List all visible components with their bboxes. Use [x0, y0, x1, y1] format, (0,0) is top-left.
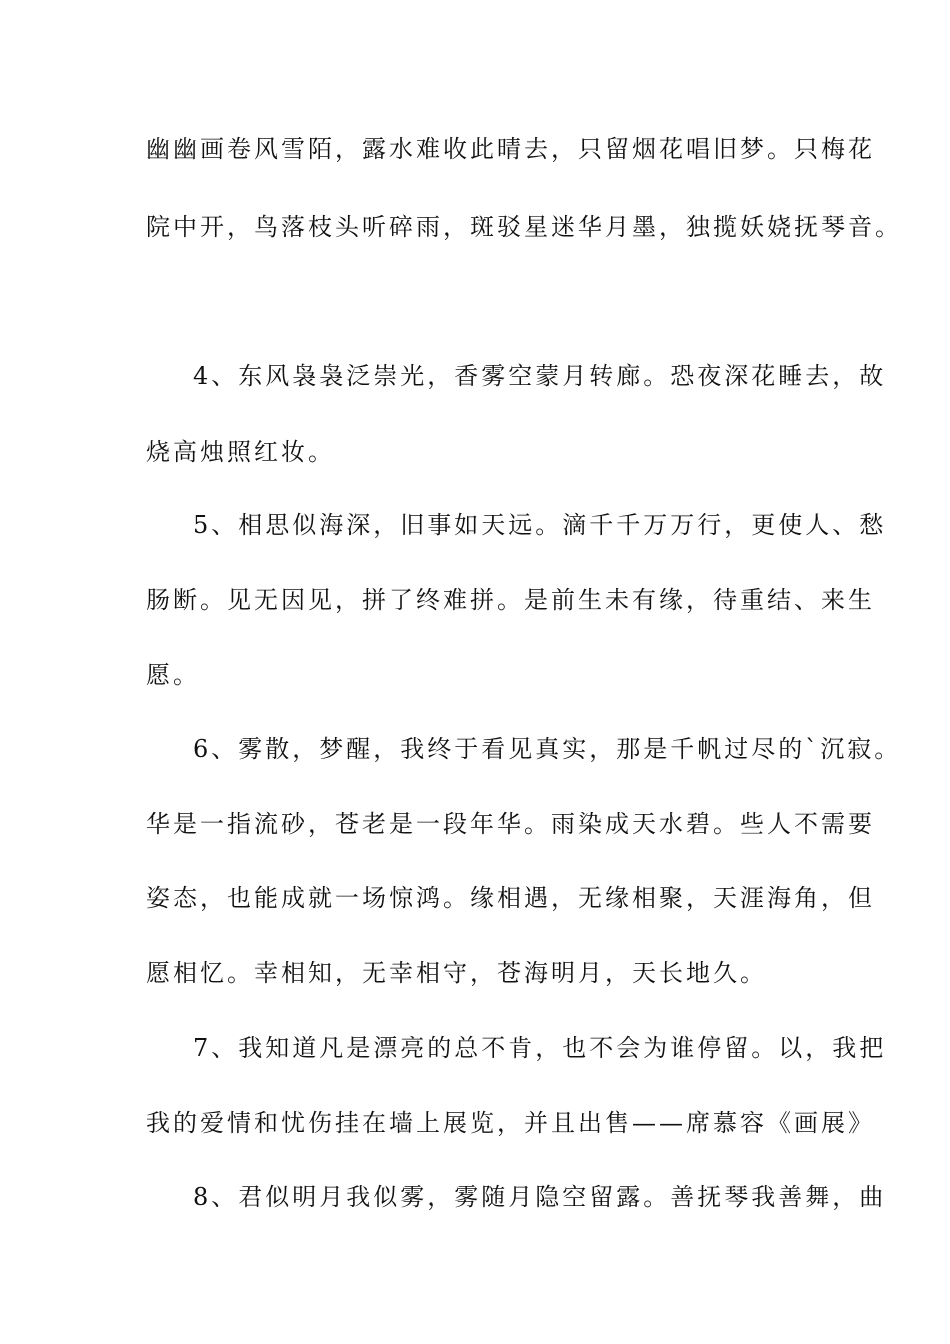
- text-line: 愿相忆。幸相知，无幸相守，苍海明月，天长地久。: [146, 959, 767, 987]
- text-line: 姿态，也能成就一场惊鸿。缘相遇，无缘相聚，天涯海角，但: [146, 884, 875, 912]
- paragraph-4-line: 4、东风袅袅泛崇光，香雾空蒙月转廊。恐夜深花睡去，故: [193, 362, 887, 390]
- paragraph-8-line: 8、君似明月我似雾，雾随月隐空留露。善抚琴我善舞，曲: [193, 1183, 887, 1211]
- text-line: 幽幽画卷风雪陌，露水难收此晴去，只留烟花唱旧梦。只梅花: [146, 135, 875, 163]
- paragraph-5-line: 5、相思似海深，旧事如天远。滴千千万万行，更使人、愁: [193, 511, 887, 539]
- text-line: 我的爱情和忧伤挂在墙上展览，并且出售——席慕容《画展》: [146, 1109, 875, 1137]
- text-line: 愿。: [146, 661, 200, 689]
- text-line: 肠断。见无因见，拼了终难拼。是前生未有缘，待重结、来生: [146, 586, 875, 614]
- text-line: 华是一指流砂，苍老是一段年华。雨染成天水碧。些人不需要: [146, 810, 875, 838]
- paragraph-7-line: 7、我知道凡是漂亮的总不肯，也不会为谁停留。以，我把: [193, 1034, 887, 1062]
- text-line: 院中开，鸟落枝头听碎雨，斑驳星迷华月墨，独揽妖娆抚琴音。: [146, 213, 902, 241]
- text-line: 烧高烛照红妆。: [146, 438, 335, 466]
- paragraph-6-line: 6、雾散，梦醒，我终于看见真实，那是千帆过尽的`沉寂。: [193, 735, 902, 763]
